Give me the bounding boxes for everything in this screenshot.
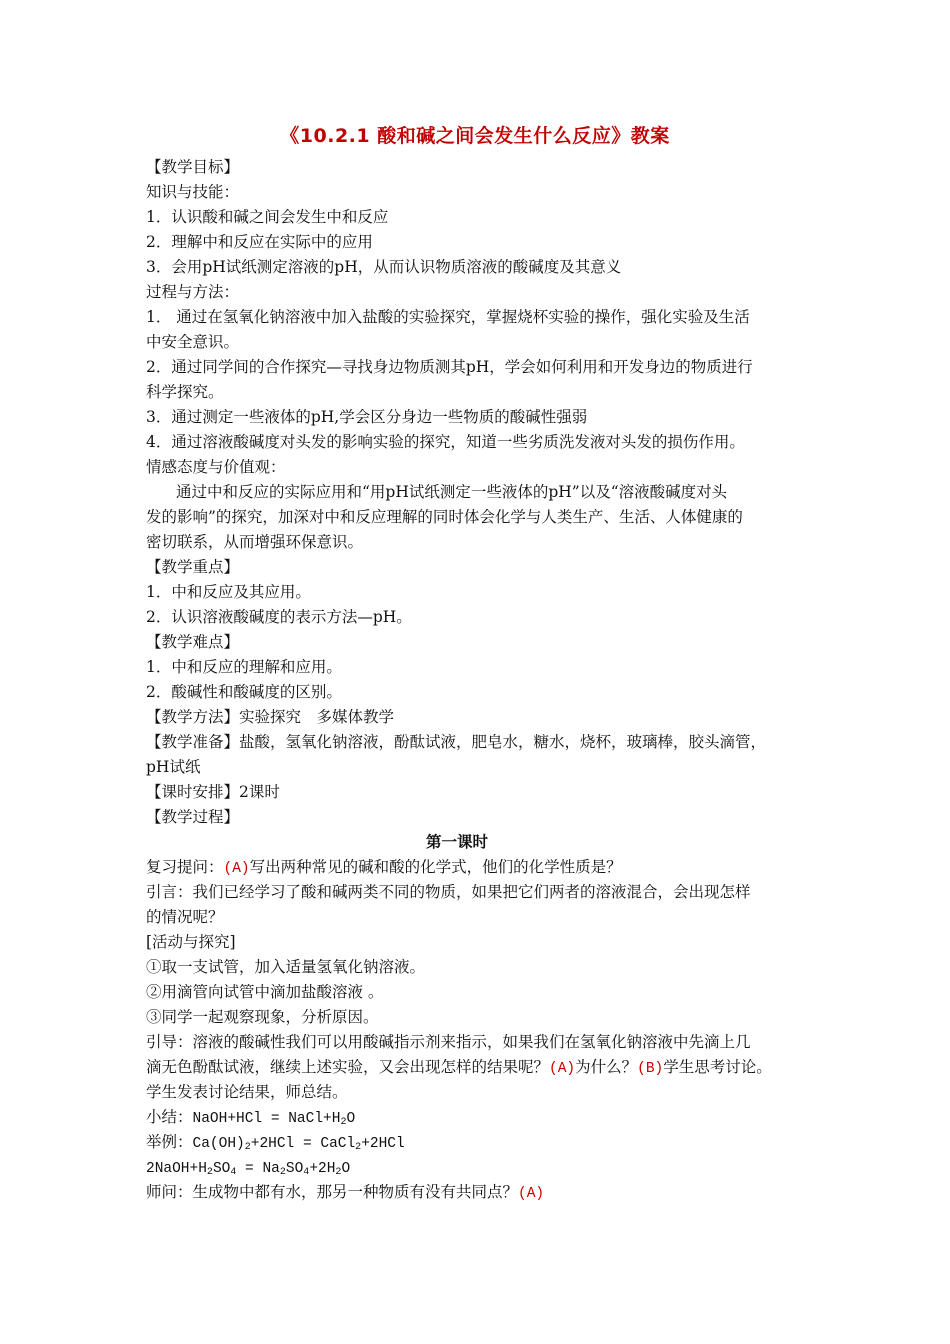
list-item: 3．通过测定一些液体的pH,学会区分身边一些物质的酸碱性强弱	[146, 408, 588, 426]
section-heading: 【教学准备】盐酸，氢氧化钠溶液，酚酞试液，肥皂水，糖水，烧杯，玻璃棒，胶头滴管，	[146, 733, 767, 751]
paragraph-line: pH试纸	[146, 758, 201, 776]
list-item: 3．会用pH试纸测定溶液的pH，从而认识物质溶液的酸碱度及其意义	[146, 258, 622, 276]
equation-label: 举例：	[146, 1133, 193, 1151]
paragraph-line: 学生发表讨论结果，师总结。	[146, 1083, 348, 1101]
review-question	[146, 855, 808, 880]
section-heading: 【教学方法】实验探究 多媒体教学	[146, 708, 395, 726]
document-body	[146, 155, 808, 1205]
paragraph-line: 密切联系，从而增强环保意识。	[146, 533, 364, 551]
equation: $2NaOH+H_2SO_4 = Na_2SO_4+2H_2O$	[146, 1161, 351, 1178]
list-item: 1．中和反应及其应用。	[146, 583, 311, 601]
review-text: 写出两种常见的碱和酸的化学式，他们的化学性质是？	[249, 858, 622, 876]
lesson-heading: 第一课时	[425, 833, 488, 851]
subheading: 过程与方法：	[146, 283, 240, 301]
activity-heading: [活动与探究]	[146, 933, 236, 951]
level-mark: (A)	[223, 861, 250, 877]
guide-text: 滴无色酚酞试液，继续上述实验，又会出现怎样的结果呢？	[146, 1058, 550, 1076]
guide-text: 学生思考讨论。	[663, 1058, 772, 1076]
level-mark: (B)	[637, 1061, 664, 1077]
section-heading: 【教学重点】	[146, 558, 240, 576]
teacher-question	[146, 1180, 808, 1205]
list-item: 1．认识酸和碱之间会发生中和反应	[146, 208, 389, 226]
step-item: ②用滴管向试管中滴加盐酸溶液 。	[146, 983, 384, 1001]
equation-line	[146, 1105, 808, 1130]
list-item: 1． 通过在氢氧化钠溶液中加入盐酸的实验探究，掌握烧杯实验的操作，强化实验及生活	[146, 308, 750, 326]
level-mark: (A)	[549, 1061, 576, 1077]
list-item: 4．通过溶液酸碱度对头发的影响实验的探究，知道一些劣质洗发液对头发的损伤作用。	[146, 433, 745, 451]
paragraph-line	[146, 1055, 808, 1080]
section-heading: 【课时安排】2课时	[146, 783, 280, 801]
list-item-continued: 科学探究。	[146, 383, 224, 401]
paragraph-line: 通过中和反应的实际应用和“用pH试纸测定一些液体的pH”以及“溶液酸碱度对头	[176, 483, 728, 501]
equation-label: 小结：	[146, 1108, 193, 1126]
paragraph-line: 引导：溶液的酸碱性我们可以用酸碱指示剂来指示，如果我们在氢氧化钠溶液中先滴上几	[146, 1033, 751, 1051]
level-mark: (A)	[518, 1186, 545, 1202]
paragraph-line: 引言：我们已经学习了酸和碱两类不同的物质，如果把它们两者的溶液混合，会出现怎样	[146, 883, 751, 901]
section-heading: 【教学目标】	[146, 158, 240, 176]
equation: NaOH+HCl = $NaCl+H_2O$	[192, 1111, 356, 1128]
question-text: 师问：生成物中都有水，那另一种物质有没有共同点？	[146, 1183, 519, 1201]
guide-text: 为什么？	[575, 1058, 638, 1076]
step-item: ①取一支试管，加入适量氢氧化钠溶液。	[146, 958, 426, 976]
equation: $Ca(OH)_2+2HCl$ = CaCl$_2$+2HCl	[192, 1136, 405, 1153]
step-item: ③同学一起观察现象，分析原因。	[146, 1008, 379, 1026]
paragraph-line: 发的影响”的探究，加深对中和反应理解的同时体会化学与人类生产、生活、人体健康的	[146, 508, 743, 526]
subheading: 情感态度与价值观：	[146, 458, 286, 476]
page-title: 《10.2.1 酸和碱之间会发生什么反应》教案	[280, 125, 670, 147]
equation-line	[146, 1130, 808, 1155]
list-item: 2．通过同学间的合作探究—寻找身边物质测其pH，学会如何利用和开发身边的物质进行	[146, 358, 753, 376]
list-item: 2．认识溶液酸碱度的表示方法—pH。	[146, 608, 412, 626]
review-prefix: 复习提问：	[146, 858, 224, 876]
paragraph-line: 的情况呢？	[146, 908, 224, 926]
list-item: 2．酸碱性和酸碱度的区别。	[146, 683, 342, 701]
list-item-continued: 中安全意识。	[146, 333, 240, 351]
list-item: 1．中和反应的理解和应用。	[146, 658, 342, 676]
list-item: 2．理解中和反应在实际中的应用	[146, 233, 373, 251]
subheading: 知识与技能：	[146, 183, 240, 201]
section-heading: 【教学难点】	[146, 633, 240, 651]
section-heading: 【教学过程】	[146, 808, 240, 826]
equation-line	[146, 1155, 808, 1180]
